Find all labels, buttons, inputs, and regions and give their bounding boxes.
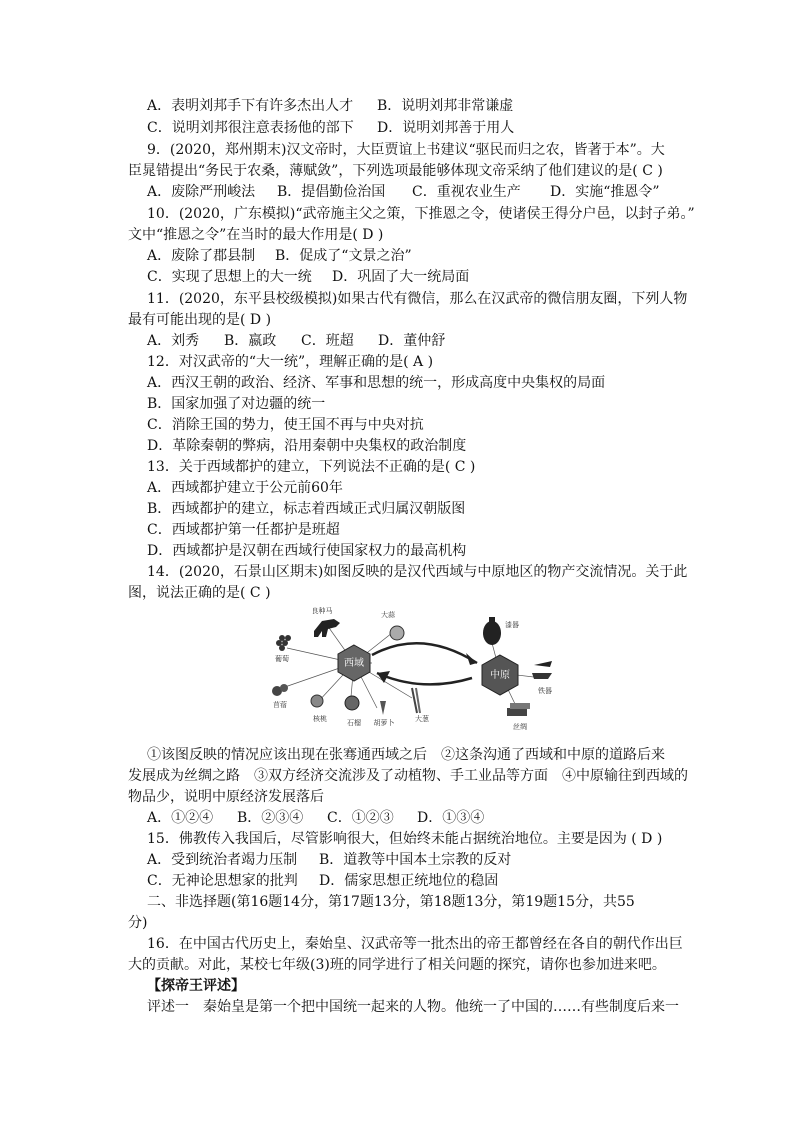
item-horse-label: 良种马 xyxy=(311,607,333,615)
q12-option-c: C．消除王国的势力，使王国不再与中央对抗 xyxy=(147,417,424,433)
q9-option-b: B．提倡勤俭治国 xyxy=(277,184,386,200)
item-walnut-label: 核桃 xyxy=(313,715,327,723)
alfalfa-icon xyxy=(272,684,288,709)
central-to-west-arrow xyxy=(377,673,472,684)
q8-options-row1 xyxy=(147,96,707,116)
q12-stem: 12．对汉武帝的“大一统”，理解正确的是( A ) xyxy=(147,354,434,370)
q14-stem-line1: 14．(2020，石景山区期末)如图反映的是汉代西域与中原地区的物产交流情况。关于此 xyxy=(147,564,688,580)
q14-option-c: C．①②③ xyxy=(327,810,394,826)
q13-stem: 13．关于西域都护的建立，下列说法不正确的是( C ) xyxy=(147,459,476,475)
grape-icon xyxy=(275,635,291,663)
q14-option-d: D．①③④ xyxy=(417,810,485,826)
q15-options-row1 xyxy=(147,850,707,870)
section2-heading-line2: 分) xyxy=(128,915,148,931)
q10-stem-line2: 文中“推恩之令”在当时的最大作用是( D ) xyxy=(128,227,384,243)
item-grape-label: 葡萄 xyxy=(275,655,289,663)
q14-stem-line2: 图，说法正确的是( C ) xyxy=(128,585,271,601)
q10-options-row2 xyxy=(147,267,707,287)
arrowhead-east xyxy=(466,653,477,665)
walnut-icon xyxy=(311,695,327,723)
item-scallion-label: 大葱 xyxy=(415,715,429,723)
q10-option-c: C．实现了思想上的大一统 xyxy=(147,269,312,285)
q9-option-d: D．实施“推恩令” xyxy=(550,184,660,200)
q11-option-a: A．刘秀 xyxy=(147,333,200,349)
q14-option-a: A．①②④ xyxy=(147,810,214,826)
q14-statement-line3: 物品少，说明中原经济发展落后 xyxy=(128,789,324,805)
q14-statement-line1: ①该图反映的情况应该出现在张骞通西域之后 ②这条沟通了西域和中原的道路后来 xyxy=(147,747,665,763)
west-hub-label: 西域 xyxy=(344,658,364,669)
q9-options xyxy=(147,182,707,202)
q16-review-line1: 评述一 秦始皇是第一个把中国统一起来的人物。他统一了中国的……有些制度后来一 xyxy=(147,999,679,1015)
west-to-central-arrow xyxy=(372,643,477,663)
q9-stem-line1: 9．(2020，郑州期末)汉文帝时，大臣贾谊上书建议“驱民而归之农，皆著于本”。大 xyxy=(147,142,665,158)
q13-option-c: C．西域都护第一任都护是班超 xyxy=(147,522,340,538)
q9-option-a: A．废除严刑峻法 xyxy=(147,184,256,200)
item-carrot-label: 胡萝卜 xyxy=(373,719,395,727)
pomegranate-icon xyxy=(345,696,361,727)
lacquerware-icon xyxy=(483,617,519,645)
q13-option-a: A．西域都护建立于公元前60年 xyxy=(147,480,343,496)
q9-stem-line2: 臣晁错提出“务民于农桑，薄赋敛”，下列选项最能够体现文帝采纳了他们建议的是( C ) xyxy=(128,163,663,179)
q13-option-d: D．西域都护是汉朝在西域行使国家权力的最高机构 xyxy=(147,543,467,559)
item-alfalfa-label: 苜蓿 xyxy=(273,701,287,709)
horse-icon xyxy=(312,606,341,637)
item-lacquerware-label: 漆器 xyxy=(505,621,519,629)
item-garlic-label: 大蒜 xyxy=(381,611,395,619)
q8-option-c: C．说明刘邦很注意表扬他的部下 xyxy=(147,120,354,136)
q8-option-d: D．说明刘邦善于用人 xyxy=(377,120,515,136)
q15-option-b: B．道教等中国本土宗教的反对 xyxy=(319,852,512,868)
q11-option-c: C．班超 xyxy=(301,333,354,349)
garlic-icon xyxy=(381,610,404,640)
q14-option-b: B．②③④ xyxy=(237,810,304,826)
q16-stem-line2: 大的贡献。对此，某校七年级(3)班的同学进行了相关问题的探究，请你也参加进来吧。 xyxy=(128,957,666,973)
q11-option-d: D．董仲舒 xyxy=(378,333,446,349)
q11-options xyxy=(147,331,707,351)
q9-option-c: C．重视农业生产 xyxy=(412,184,521,200)
q12-option-b: B．国家加强了对边疆的统一 xyxy=(147,396,326,412)
q11-option-b: B．嬴政 xyxy=(224,333,277,349)
q12-option-d: D．革除秦朝的弊病，沿用秦朝中央集权的政治制度 xyxy=(147,438,467,454)
q12-option-a: A．西汉王朝的政治、经济、军事和思想的统一，形成高度中央集权的局面 xyxy=(147,375,606,391)
q15-option-d: D．儒家思想正统地位的稳固 xyxy=(319,873,499,889)
trade-exchange-figure xyxy=(262,603,562,738)
iron-tools-icon xyxy=(532,661,552,695)
q15-options-row2 xyxy=(147,871,707,891)
q11-stem-line2: 最有可能出现的是( D ) xyxy=(128,312,272,328)
q14-options xyxy=(147,808,707,828)
item-silk-label: 丝绸 xyxy=(513,723,527,731)
q10-options-row1 xyxy=(147,246,707,266)
silk-icon xyxy=(507,703,530,731)
q16-stem-line1: 16．在中国古代历史上，秦始皇、汉武帝等一批杰出的帝王都曾经在各自的朝代作出巨 xyxy=(147,936,683,952)
carrot-icon xyxy=(374,701,395,727)
q16-section-heading: 【探帝王评述】 xyxy=(147,978,245,994)
q8-options-row2 xyxy=(147,118,707,138)
q10-option-b: B．促成了“文景之治” xyxy=(275,248,412,264)
section2-heading-line1: 二、非选择题(第16题14分，第17题13分，第18题13分，第19题15分，共55 xyxy=(147,894,635,910)
q15-option-a: A．受到统治者竭力压制 xyxy=(147,852,298,868)
q10-option-a: A．废除了郡县制 xyxy=(147,248,256,264)
item-pomegranate-label: 石榴 xyxy=(347,719,361,727)
q10-option-d: D．巩固了大一统局面 xyxy=(332,269,470,285)
q8-option-b: B．说明刘邦非常谦虚 xyxy=(377,98,514,114)
q8-option-a: A．表明刘邦手下有许多杰出人才 xyxy=(147,98,354,114)
q10-stem-line1: 10．(2020，广东模拟)“武帝施主父之策，下推恩之令，使诸侯王得分户邑，以封子弟。” xyxy=(147,206,695,222)
q15-stem: 15．佛教传入我国后，尽管影响很大，但始终未能占据统治地位。主要是因为 ( D ) xyxy=(147,831,663,847)
q15-option-c: C．无神论思想家的批判 xyxy=(147,873,298,889)
central-hub-label: 中原 xyxy=(490,670,510,681)
q14-statement-line2: 发展成为丝绸之路 ③双方经济交流涉及了动植物、手工业品等方面 ④中原输往到西域的 xyxy=(128,768,688,784)
trade-exchange-diagram xyxy=(262,603,562,738)
q13-option-b: B．西域都护的建立，标志着西域正式归属汉朝版图 xyxy=(147,501,466,517)
item-iron-tools-label: 铁器 xyxy=(538,687,552,695)
scallion-icon xyxy=(412,688,430,723)
q11-stem-line1: 11．(2020，东平县校级模拟)如果古代有微信，那么在汉武帝的微信朋友圈，下列人物 xyxy=(147,291,688,307)
